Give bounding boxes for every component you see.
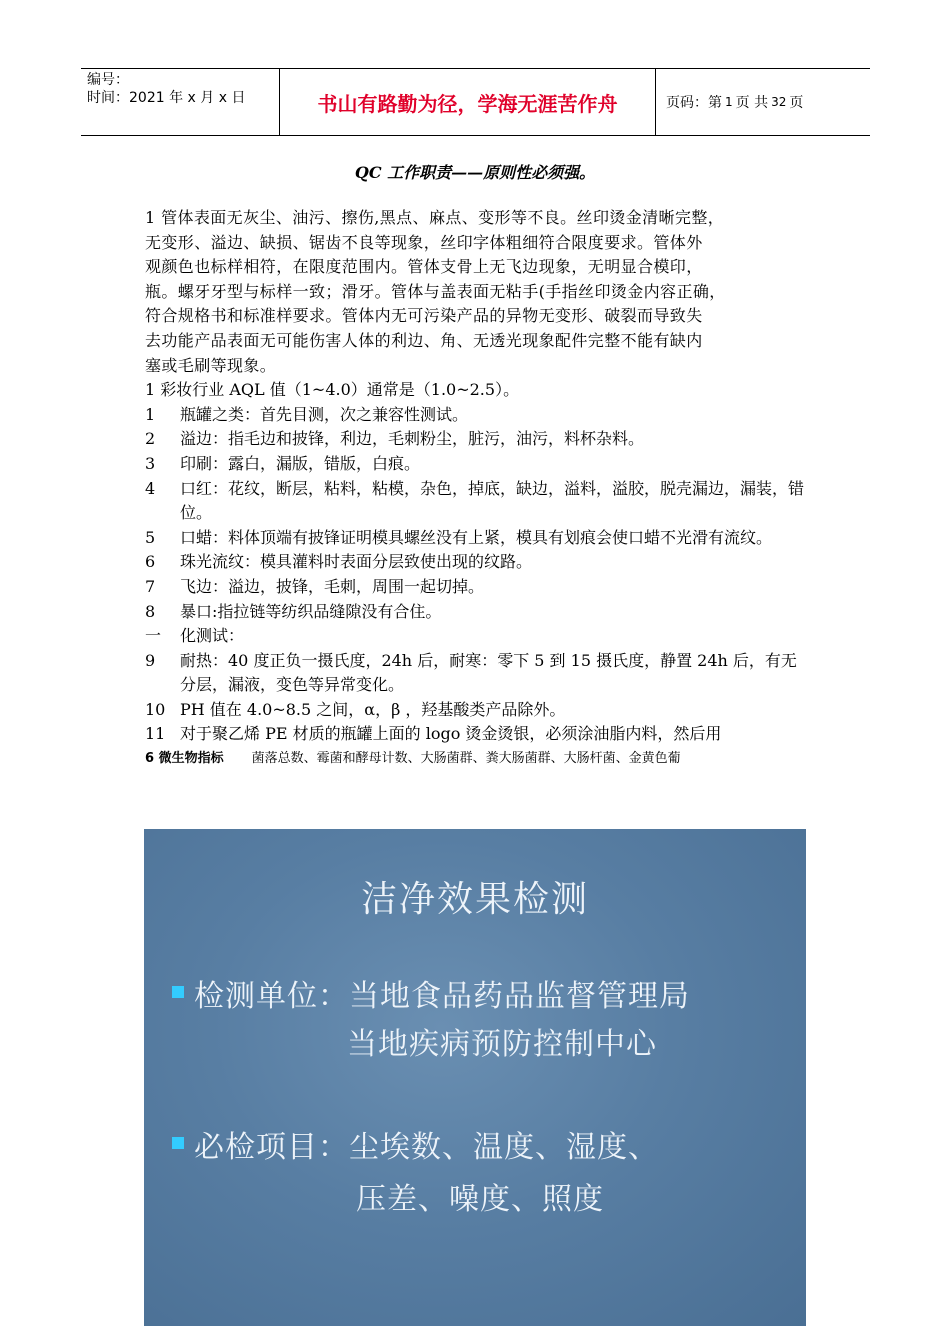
item-text: 化测试：: [180, 626, 245, 646]
list-item: [145, 575, 807, 600]
bullet-square-icon: [172, 1137, 184, 1149]
intro-paragraph: [145, 206, 807, 378]
page-mid: 页 共: [735, 95, 769, 111]
page-label: 页码：第: [666, 95, 722, 111]
page-current: 1: [725, 95, 733, 109]
header-motto: 书山有路勤为径，学海无涯苦作舟: [280, 69, 656, 135]
list-item: [145, 698, 807, 723]
list-item: [145, 550, 807, 575]
intro-line: 观颜色也标样相符，在限度范围内。管体支骨上无飞边现象，无明显合模印，: [145, 257, 703, 277]
item-number: 7: [145, 576, 156, 596]
item-number: 11: [145, 724, 166, 744]
intro-line: 符合规格书和标准样要求。管体内无可污染产品的异物无变形、破裂而导致失: [145, 306, 703, 326]
item-text: 对于聚乙烯 PE 材质的瓶罐上面的 logo 烫金烫银，必须涂油脂内料，然后用: [180, 724, 722, 744]
time-label: 时间：2021 年 x 月 x 日: [87, 90, 246, 106]
slide-bullet-2: 必检项目：尘埃数、温度、湿度、: [194, 1130, 659, 1165]
page-total: 32: [771, 95, 787, 109]
item-number: 3: [145, 453, 156, 473]
page-indicator: [656, 69, 870, 135]
document-title: QC 工作职责——原则性必须强。: [354, 163, 596, 182]
slide-bullet-1: 检测单位：当地食品药品监督管理局: [194, 979, 690, 1014]
item-number: 6: [145, 552, 156, 572]
intro-line: 无变形、溢边、缺损、锯齿不良等现象，丝印字体粗细符合限度要求。管体外: [145, 232, 703, 252]
item-text: 印刷：露白，漏版，错版，白痕。: [180, 453, 421, 473]
slide-bullet-1-cont: 当地疾病预防控制中心: [347, 1027, 657, 1062]
list-item: [145, 624, 807, 649]
item-number: 8: [145, 601, 156, 621]
item-text: 口蜡：料体顶端有披锋证明模具螺丝没有上紧，模具有划痕会使口蜡不光滑有流纹。: [180, 527, 773, 547]
item-number: 10: [145, 699, 166, 719]
list-item: [145, 477, 807, 526]
microbe-label: 6 微生物指标: [145, 751, 224, 767]
item-text: 溢边：指毛边和披锋，利边，毛刺粉尘，脏污，油污，料杯杂料。: [180, 429, 645, 449]
intro-line: 塞或毛刷等现象。: [145, 355, 277, 375]
header-meta: [81, 69, 280, 135]
doc-number-label: 编号：: [87, 72, 129, 88]
intro-line: 去功能产品表面无可能伤害人体的利边、角、无透光现象配件完整不能有缺内: [145, 330, 703, 350]
list-item: [145, 403, 807, 428]
slide-bullet-2-cont: 压差、噪度、照度: [356, 1182, 604, 1217]
list-item: [145, 722, 807, 747]
intro-line: 1 管体表面无灰尘、油污、擦伤,黑点、麻点、变形等不良。丝印烫金清晰完整，: [145, 208, 725, 227]
item-text: 暴口:指拉链等纺织品缝隙没有合住。: [180, 601, 442, 621]
item-text: 珠光流纹：模具灌料时表面分层致使出现的纹路。: [180, 552, 533, 572]
item-text: PH 值在 4.0~8.5 之间，α，β ，羟基酸类产品除外。: [180, 699, 566, 719]
document-body: [145, 206, 807, 769]
list-item: [145, 600, 807, 625]
page-end: 页: [789, 95, 804, 111]
item-number: 9: [145, 650, 156, 670]
microbe-text: 菌落总数、霉菌和酵母计数、大肠菌群、粪大肠菌群、大肠杆菌、金黄色葡: [251, 751, 681, 767]
list-item: [145, 526, 807, 551]
item-text: 飞边：溢边，披锋，毛刺，周围一起切掉。: [180, 576, 485, 596]
slide-title: 洁净效果检测: [360, 879, 589, 920]
microbe-indicator: [145, 748, 807, 769]
page-header: [81, 68, 870, 136]
list-item: [145, 427, 807, 452]
item-text: 瓶罐之类：首先目测，次之兼容性测试。: [180, 404, 469, 424]
item-text: 口红：花纹，断层，粘料，粘模，杂色，掉底，缺边，溢料，溢胶，脱壳漏边，漏装，错位。: [180, 478, 805, 523]
item-number: 一: [145, 626, 162, 646]
list-item: [145, 452, 807, 477]
item-number: 5: [145, 527, 156, 547]
bullet-square-icon: [172, 986, 184, 998]
item-text: 耐热：40 度正负一摄氏度，24h 后，耐寒：零下 5 到 15 摄氏度，静置 24h 后，有无分层，漏液，变色等异常变化。: [180, 650, 797, 695]
item-number: 1: [145, 404, 156, 424]
slide-image: [144, 829, 806, 1326]
list-item: [145, 649, 807, 698]
intro-line: 瓶。螺牙牙型与标样一致；滑牙。管体与盖表面无粘手(手指丝印烫金内容正确，: [145, 281, 726, 301]
item-number: 2: [145, 429, 156, 449]
item-number: 4: [145, 478, 156, 498]
aql-line: 1 彩妆行业 AQL 值（1~4.0）通常是（1.0~2.5）。: [145, 380, 520, 400]
